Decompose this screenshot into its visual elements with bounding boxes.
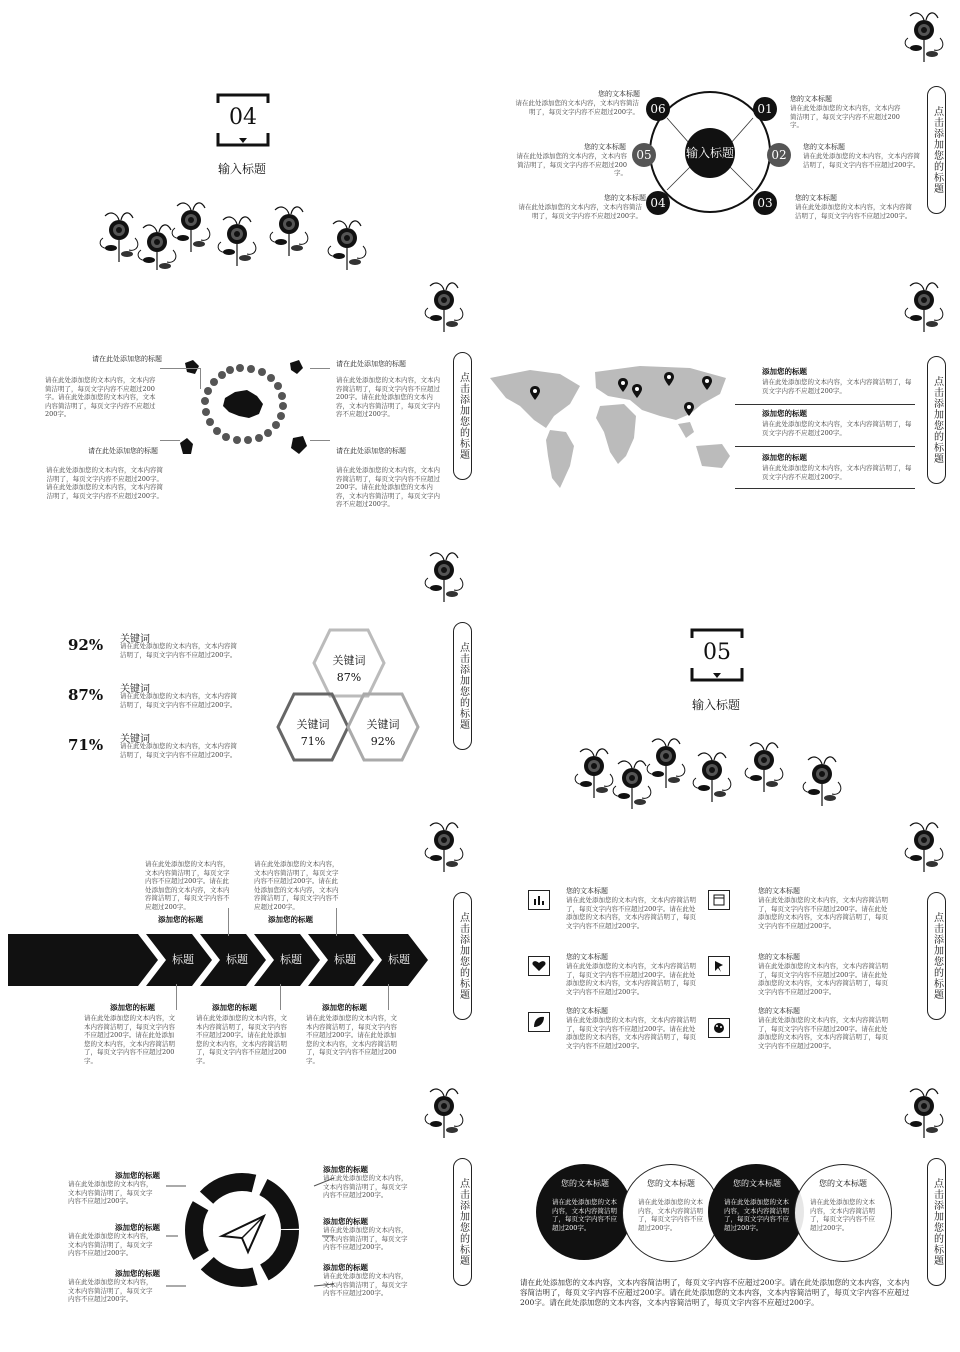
- row-text: 请在此处添加您的文本内容，文本内容简洁明了，每页文字内容不应超过200字。: [120, 742, 237, 759]
- item-title: 您的文本标题: [566, 887, 608, 895]
- footer-paragraph: 请在此处添加您的文本内容，文本内容简洁明了，每页文字内容不应超过200字。请在此处添加您的文本内容，文本内容简洁明了，每页文字内容不应超过200字。请在此处添加您的文本内容，文本内容简洁明了，每页文字内容不应超过200字。请在此处添加您的文本内容，文本内容简洁明了，每页文字内容不应超过200字。: [520, 1278, 910, 1307]
- item-text: 请在此处添加您的文本内容，文本内容简洁明了，每页文字内容不应超过200字。: [790, 104, 901, 129]
- corner-rose-icon: [900, 1084, 948, 1144]
- node-05: 05: [632, 143, 656, 167]
- item-title: 添加您的标题: [323, 1217, 368, 1226]
- hex-label: 关键词 71%: [296, 718, 330, 748]
- item-title: 添加您的标题: [762, 367, 807, 376]
- cycle-center: 输入标题: [685, 128, 735, 178]
- side-title-pill[interactable]: 点击添加您的标题: [927, 86, 946, 214]
- location-pin-icon: [702, 376, 712, 390]
- location-pin-icon: [684, 402, 694, 416]
- arrow-label: 标题: [334, 953, 356, 966]
- pin-icon: [708, 956, 730, 976]
- side-title-pill[interactable]: 点击添加您的标题: [927, 1158, 946, 1286]
- divider: [735, 404, 915, 405]
- arrow-label: 标题: [388, 953, 410, 966]
- divider: [735, 488, 915, 489]
- item-title: 您的文本标题: [758, 887, 800, 895]
- item-text: 请在此处添加您的文本内容，文本内容简洁明了，每页文字内容不应超过200字。: [323, 1272, 408, 1297]
- hex-label: 关键词 87%: [332, 654, 366, 684]
- item-title: 您的文本标题: [604, 194, 646, 202]
- circle-text: 请在此处添加您的文本内容，文本内容简洁明了，每页文字内容不应超过200字。: [810, 1198, 875, 1232]
- item-text: 请在此处添加您的文本内容，文本内容简洁明了，每页文字内容不应超过200字。: [518, 203, 642, 220]
- heart-icon: [528, 956, 550, 976]
- arrow-label: 标题: [280, 953, 302, 966]
- slide-paper-plane-ring: [0, 1080, 480, 1350]
- location-pin-icon: [632, 384, 642, 398]
- row-percent: 92%: [68, 636, 104, 654]
- divider: [735, 446, 915, 447]
- item-title: 添加您的标题: [323, 1263, 368, 1272]
- item-text: 请在此处添加您的文本内容，文本内容简洁明了，每页文字内容不应超过200字。: [762, 378, 912, 395]
- row-percent: 71%: [68, 736, 104, 754]
- corner-rose-icon: [420, 548, 468, 608]
- location-pin-icon: [664, 372, 674, 386]
- corner-rose-icon: [900, 278, 948, 338]
- item-text: 请在此处添加您的文本内容，文本内容简洁明了，每页文字内容不应超过200字。请在此处添加您的文本内容，文本内容简洁明了，每页文字内容不应超过200字。: [336, 466, 440, 508]
- section-number-frame: [216, 93, 270, 147]
- item-text: 请在此处添加您的文本内容，文本内容简洁明了，每页文字内容不应超过200字。请在此处添加您的文本内容，文本内容简洁明了，每页文字内容不应超过200字。: [45, 376, 156, 418]
- side-title-pill[interactable]: 点击添加您的标题: [927, 356, 946, 484]
- row-keyword: 关键词: [120, 734, 150, 745]
- side-title-pill[interactable]: 点击添加您的标题: [453, 622, 472, 750]
- item-text: 请在此处添加您的文本内容，文本内容简洁明了，每页文字内容不应超过200字。: [68, 1278, 153, 1303]
- item-text: 请在此处添加您的文本内容，文本内容简洁明了，每页文字内容不应超过200字。: [323, 1174, 408, 1199]
- item-text: 请在此处添加您的文本内容，文本内容简洁明了，每页文字内容不应超过200字。: [762, 420, 912, 437]
- item-title: 请在此处添加您的标题: [92, 355, 162, 363]
- node-04: 04: [646, 191, 670, 215]
- connector: [160, 368, 201, 389]
- item-title: 您的文本标题: [758, 953, 800, 961]
- corner-rose-icon: [420, 818, 468, 878]
- row-text: 请在此处添加您的文本内容，文本内容简洁明了，每页文字内容不应超过200字。: [120, 642, 237, 659]
- connector: [176, 984, 177, 1010]
- connector: [280, 984, 281, 1010]
- circle-title: 您的文本标题: [561, 1179, 609, 1188]
- slide-china-map: [0, 270, 480, 540]
- hex-label: 关键词 92%: [366, 718, 400, 748]
- item-title: 添加您的标题: [115, 1171, 160, 1180]
- slide-world-map: [480, 270, 960, 540]
- item-text: 请在此处添加您的文本内容，文本内容简洁明了，每页文字内容不应超过200字。请在此处添加您的文本内容，文本内容简洁明了，每页文字内容不应超过200字。: [145, 860, 230, 911]
- item-text: 请在此处添加您的文本内容，文本内容简洁明了，每页文字内容不应超过200字。: [515, 99, 639, 116]
- node-01: 01: [753, 97, 777, 121]
- section-number-frame: [690, 628, 744, 682]
- item-text: 请在此处添加您的文本内容，文本内容简洁明了，每页文字内容不应超过200字。请在此处添加您的文本内容，文本内容简洁明了，每页文字内容不应超过200字。: [254, 860, 339, 911]
- connector: [310, 368, 330, 385]
- item-text: 请在此处添加您的文本内容，文本内容简洁明了，每页文字内容不应超过200字。请在此处添加您的文本内容，文本内容简洁明了，每页文字内容不应超过200字。: [566, 962, 696, 996]
- item-title: 请在此处添加您的标题: [336, 360, 406, 368]
- item-text: 请在此处添加您的文本内容，文本内容简洁明了，每页文字内容不应超过200字。请在此处添加您的文本内容，文本内容简洁明了，每页文字内容不应超过200字。: [306, 1014, 397, 1065]
- section-number: 04: [229, 105, 257, 130]
- side-title-pill[interactable]: 点击添加您的标题: [453, 892, 472, 1020]
- rose-garland-image: [95, 198, 385, 270]
- slide-cycle-diagram: [480, 0, 960, 270]
- location-pin-icon: [530, 386, 540, 400]
- item-title: 添加您的标题: [762, 409, 807, 418]
- arrow-label: 标题: [226, 953, 248, 966]
- item-title: 请在此处添加您的标题: [336, 447, 406, 455]
- connector: [228, 908, 229, 936]
- item-text: 请在此处添加您的文本内容，文本内容简洁明了，每页文字内容不应超过200字。请在此处添加您的文本内容，文本内容简洁明了，每页文字内容不应超过200字。: [84, 1014, 175, 1065]
- item-title: 添加您的标题: [323, 1165, 368, 1174]
- leaf-icon: [528, 1012, 550, 1032]
- slide-icon-grid: [480, 810, 960, 1080]
- item-text: 请在此处添加您的文本内容，文本内容简洁明了，每页文字内容不应超过200字。请在此处添加您的文本内容，文本内容简洁明了，每页文字内容不应超过200字。: [758, 1016, 888, 1050]
- row-keyword: 关键词: [120, 684, 150, 695]
- item-text: 请在此处添加您的文本内容，文本内容简洁明了，每页文字内容不应超过200字。请在此处添加您的文本内容，文本内容简洁明了，每页文字内容不应超过200字。: [758, 962, 888, 996]
- item-title: 您的文本标题: [795, 194, 837, 202]
- section-number: 05: [703, 640, 731, 665]
- item-text: 请在此处添加您的文本内容，文本内容简洁明了，每页文字内容不应超过200字。: [516, 152, 627, 177]
- side-title-pill[interactable]: 点击添加您的标题: [453, 352, 472, 480]
- node-03: 03: [753, 191, 777, 215]
- slide-section-05: [480, 540, 960, 810]
- circle-text: 请在此处添加您的文本内容，文本内容简洁明了，每页文字内容不应超过200字。: [724, 1198, 789, 1232]
- slide-four-circles: [480, 1080, 960, 1350]
- circle-text: 请在此处添加您的文本内容，文本内容简洁明了，每页文字内容不应超过200字。: [552, 1198, 617, 1232]
- item-title: 您的文本标题: [584, 143, 626, 151]
- section-title: 输入标题: [217, 162, 266, 176]
- palette-icon: [708, 1018, 730, 1038]
- item-text: 请在此处添加您的文本内容，文本内容简洁明了，每页文字内容不应超过200字。: [68, 1232, 153, 1257]
- circle-title: 您的文本标题: [647, 1179, 695, 1188]
- chart-icon: [528, 890, 550, 910]
- circle-title: 您的文本标题: [819, 1179, 867, 1188]
- item-title: 添加您的标题: [212, 1003, 257, 1012]
- item-title: 您的文本标题: [758, 1007, 800, 1015]
- item-text: 请在此处添加您的文本内容，文本内容简洁明了，每页文字内容不应超过200字。请在此处添加您的文本内容，文本内容简洁明了，每页文字内容不应超过200字。: [566, 896, 696, 930]
- item-title: 添加您的标题: [322, 1003, 367, 1012]
- side-title-pill[interactable]: 点击添加您的标题: [453, 1158, 472, 1286]
- item-title: 您的文本标题: [803, 143, 845, 151]
- item-text: 请在此处添加您的文本内容，文本内容简洁明了，每页文字内容不应超过200字。: [803, 152, 920, 169]
- corner-rose-icon: [420, 278, 468, 338]
- row-percent: 87%: [68, 686, 104, 704]
- item-title: 添加您的标题: [115, 1269, 160, 1278]
- side-title-pill[interactable]: 点击添加您的标题: [927, 892, 946, 1020]
- location-pin-icon: [618, 378, 628, 392]
- item-title: 添加您的标题: [158, 915, 203, 924]
- node-02: 02: [767, 143, 791, 167]
- item-title: 添加您的标题: [762, 453, 807, 462]
- item-title: 添加您的标题: [268, 915, 313, 924]
- item-title: 您的文本标题: [598, 90, 640, 98]
- row-text: 请在此处添加您的文本内容，文本内容简洁明了，每页文字内容不应超过200字。: [120, 692, 237, 709]
- slide-keywords-hex: [0, 540, 480, 810]
- connector: [388, 984, 389, 1010]
- section-title: 输入标题: [691, 698, 740, 712]
- connector: [160, 440, 180, 457]
- rose-garland-image: [570, 734, 860, 809]
- item-text: 请在此处添加您的文本内容，文本内容简洁明了，每页文字内容不应超过200字。: [762, 464, 912, 481]
- circle-title: 您的文本标题: [733, 1179, 781, 1188]
- item-text: 请在此处添加您的文本内容，文本内容简洁明了，每页文字内容不应超过200字。请在此处添加您的文本内容，文本内容简洁明了，每页文字内容不应超过200字。: [46, 466, 163, 500]
- corner-rose-icon: [900, 8, 948, 68]
- connector-lines: [160, 1176, 340, 1288]
- connector: [310, 440, 330, 457]
- arrow-label: 标题: [172, 953, 194, 966]
- item-text: 请在此处添加您的文本内容，文本内容简洁明了，每页文字内容不应超过200字。请在此处添加您的文本内容，文本内容简洁明了，每页文字内容不应超过200字。: [196, 1014, 287, 1065]
- item-text: 请在此处添加您的文本内容，文本内容简洁明了，每页文字内容不应超过200字。请在此处添加您的文本内容，文本内容简洁明了，每页文字内容不应超过200字。: [758, 896, 888, 930]
- corner-rose-icon: [900, 818, 948, 878]
- item-text: 请在此处添加您的文本内容，文本内容简洁明了，每页文字内容不应超过200字。请在此处添加您的文本内容，文本内容简洁明了，每页文字内容不应超过200字。: [336, 376, 440, 418]
- corner-rose-icon: [420, 1084, 468, 1144]
- slide-section-04: [0, 0, 480, 270]
- circle-text: 请在此处添加您的文本内容，文本内容简洁明了，每页文字内容不应超过200字。: [638, 1198, 703, 1232]
- slide-arrow-timeline: [0, 810, 480, 1080]
- item-title: 您的文本标题: [790, 95, 832, 103]
- item-title: 您的文本标题: [566, 1007, 608, 1015]
- item-title: 添加您的标题: [115, 1223, 160, 1232]
- item-text: 请在此处添加您的文本内容，文本内容简洁明了，每页文字内容不应超过200字。: [795, 203, 912, 220]
- row-keyword: 关键词: [120, 634, 150, 645]
- item-text: 请在此处添加您的文本内容，文本内容简洁明了，每页文字内容不应超过200字。请在此处添加您的文本内容，文本内容简洁明了，每页文字内容不应超过200字。: [566, 1016, 696, 1050]
- connector: [336, 908, 337, 936]
- arrow-chevrons: [8, 934, 430, 986]
- item-title: 请在此处添加您的标题: [88, 447, 158, 455]
- item-text: 请在此处添加您的文本内容，文本内容简洁明了，每页文字内容不应超过200字。: [68, 1180, 153, 1205]
- item-text: 请在此处添加您的文本内容，文本内容简洁明了，每页文字内容不应超过200字。: [323, 1226, 408, 1251]
- item-title: 您的文本标题: [566, 953, 608, 961]
- node-06: 06: [646, 97, 670, 121]
- item-title: 添加您的标题: [110, 1003, 155, 1012]
- calendar-icon: [708, 890, 730, 910]
